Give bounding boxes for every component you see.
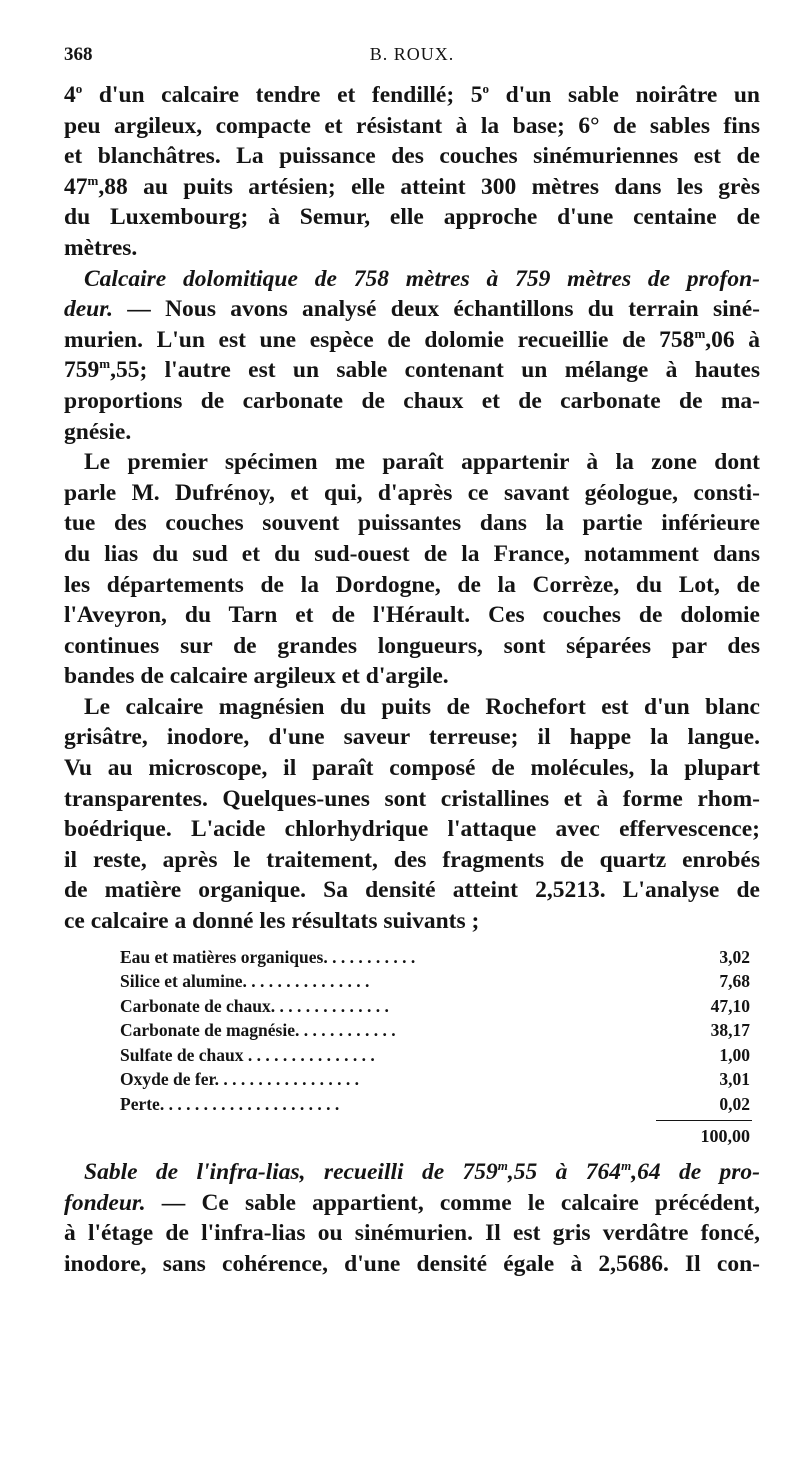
text-line: du Luxembourg; à Semur, elle approche d'une centaine de	[64, 204, 760, 231]
table-row	[120, 1043, 750, 1068]
table-row	[120, 1018, 750, 1043]
row-label: Silice et alumine. . . . . . . . . . . . . . .	[120, 971, 370, 992]
text-fragment: — Nous avons analysé deux échantillons du terrain siné-	[112, 296, 760, 323]
table-row	[120, 994, 750, 1019]
text-line: ce calcaire a donné les résultats suivants ;	[64, 908, 480, 935]
row-value: 7,68	[719, 971, 750, 992]
section-heading-end: deur.	[64, 296, 113, 323]
text-line: du lias du sud et du sud-ouest de la France, notamment dans	[64, 540, 760, 567]
text-line: mètres.	[64, 234, 138, 261]
text-line: gnésie.	[64, 418, 132, 445]
section-heading: Calcaire dolomitique de 758 mètres à 759 mètres de profon-	[84, 265, 760, 292]
text-line: de matière organique. Sa densité atteint 2,5213. L'analyse de	[64, 877, 760, 904]
text-line: murien. L'un est une espèce de dolomie recueillie de 758$^m$,06 à	[64, 325, 761, 353]
row-label: Carbonate de chaux. . . . . . . . . . . . . .	[120, 995, 389, 1016]
text-line: Le calcaire magnésien du puits de Rochefort est d'un blanc	[84, 693, 760, 720]
text-line: les départements de la Dordogne, de la Corrèze, du Lot, de	[64, 571, 760, 598]
row-value: 47,10	[710, 995, 750, 1016]
row-value: 3,02	[719, 946, 750, 967]
analysis-table	[120, 945, 750, 1152]
row-value: 0,02	[719, 1093, 750, 1114]
table-total-row	[120, 1121, 750, 1151]
row-value: 3,01	[719, 1069, 750, 1090]
row-value: 38,17	[710, 1020, 750, 1041]
table-row	[120, 969, 750, 994]
page-number: 368	[64, 44, 93, 65]
text-line	[64, 294, 760, 325]
row-label: Carbonate de magnésie. . . . . . . . . . . .	[120, 1020, 396, 1041]
text-line: transparentes. Quelques-unes sont cristallines et à forme rhom-	[64, 785, 760, 812]
running-head: B. ROUX.	[369, 44, 455, 64]
table-row	[120, 1067, 750, 1092]
row-label: Perte. . . . . . . . . . . . . . . . . . . . .	[120, 1093, 340, 1114]
text-line: parle M. Dufrénoy, et qui, d'après ce savant géologue, consti-	[64, 479, 760, 506]
text-line: et blanchâtres. La puissance des couches sinémuriennes est de	[64, 143, 760, 170]
text-line: inodore, sans cohérence, d'une densité égale à 2,5686. Il con-	[64, 1250, 760, 1277]
text-line: bandes de calcaire argileux et d'argile.	[64, 663, 449, 690]
text-line: continues sur de grandes longueurs, sont séparées par des	[64, 632, 760, 659]
text-line: tue des couches souvent puissantes dans la partie inférieure	[64, 510, 760, 537]
text-line: Le premier spécimen me paraît appartenir à la zone dont	[84, 449, 760, 476]
text-line: à l'étage de l'infra-lias ou sinémurien. Il est gris verdâtre foncé,	[64, 1220, 760, 1247]
page-header	[64, 44, 760, 70]
row-label: Sulfate de chaux . . . . . . . . . . . . . . .	[120, 1044, 375, 1065]
text-fragment: — Ce sable appartient, comme le calcaire précédent,	[145, 1189, 760, 1216]
text-line: il reste, après le traitement, des fragments de quartz enrobés	[64, 846, 760, 873]
text-line: proportions de carbonate de chaux et de carbonate de ma-	[64, 387, 760, 414]
text-line: grisâtre, inodore, d'une saveur terreuse; il happe la langue.	[64, 724, 760, 751]
section-heading: Sable de l'infra-lias, recueilli de 759$^m$,55 à 764$^m$,64 de pro-	[84, 1158, 761, 1186]
text-line: 47$^m$,88 au puits artésien; elle atteint 300 mètres dans les grès	[64, 172, 760, 200]
row-value: 1,00	[719, 1044, 750, 1065]
row-label: Eau et matières organiques. . . . . . . . . . .	[120, 946, 416, 967]
total-value: 100,00	[700, 1126, 750, 1147]
table-row	[120, 1092, 750, 1117]
text-line: l'Aveyron, du Tarn et de l'Hérault. Ces couches de dolomie	[64, 602, 760, 629]
table-row	[120, 945, 750, 970]
page-body	[64, 80, 760, 1280]
text-line: 759$^m$,55; l'autre est un sable contenant un mélange à hautes	[64, 356, 760, 384]
text-line	[64, 1188, 760, 1219]
text-line: boédrique. L'acide chlorhydrique l'attaque avec effervescence;	[64, 816, 760, 843]
row-label: Oxyde de fer. . . . . . . . . . . . . . . . .	[120, 1069, 359, 1090]
text-line: Vu au microscope, il paraît composé de molécules, la plupart	[64, 755, 760, 782]
section-heading-end: fondeur.	[64, 1189, 146, 1216]
text-line: 4$^o$ d'un calcaire tendre et fendillé; 5$^o$ d'un sable noirâtre un	[64, 81, 761, 108]
text-line: peu argileux, compacte et résistant à la base; 6° de sables fins	[64, 112, 760, 139]
